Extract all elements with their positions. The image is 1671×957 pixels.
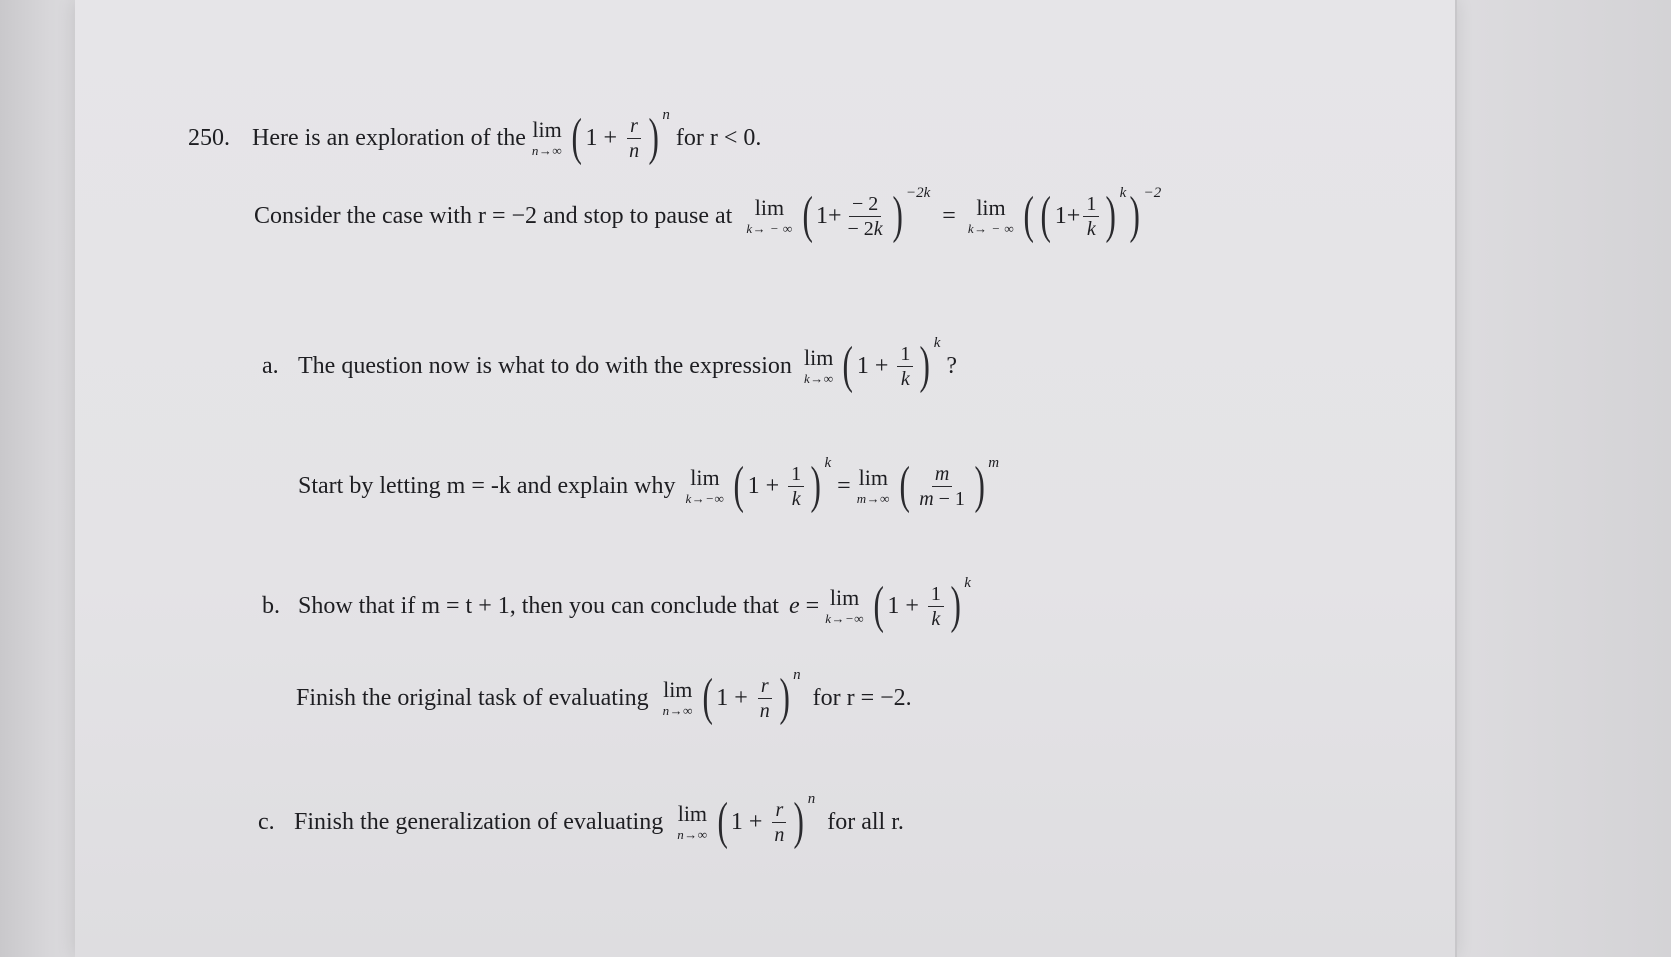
part-a xyxy=(262,335,958,394)
part-c-end: for all r. xyxy=(827,809,904,835)
consider-line: Consider the case with r = −2 and stop to pause at lim k→ − ∞ ( 1+ $\frac{- 2}{- 2k}$ ) −2k = lim k→ − ∞ ( ( 1+ $\frac{1}{k}$ ) k ) −2 xyxy=(254,185,1162,244)
part-a-limit: lim k→∞ ( 1 + $\frac{1}{k}$ ) k xyxy=(803,335,941,394)
part-b-follow-text: Finish the original task of evaluating xyxy=(296,685,649,711)
part-c-label: c. xyxy=(258,809,275,835)
problem-intro: Here is an exploration of the xyxy=(252,125,526,151)
part-b xyxy=(262,575,977,634)
part-b-limit: e = lim k→−∞ ( 1 + $\frac{1}{k}$ ) k xyxy=(788,575,971,634)
part-a-identity: lim k→−∞ ( 1 + $\frac{1}{k}$ ) k = lim m→∞ ( $\frac{m}{m - 1}$ ) m xyxy=(685,455,1000,514)
problem-number: 250. xyxy=(188,125,230,151)
part-c-limit: lim n→∞ ( 1 + $\frac{r}{n}$ ) n xyxy=(677,791,816,850)
problem-header xyxy=(188,107,762,166)
part-b-text: Show that if m = t + 1, then you can conclude that xyxy=(298,593,779,619)
part-c-text: Finish the generalization of evaluating xyxy=(294,809,664,835)
part-b-follow xyxy=(296,667,912,726)
part-a-label: a. xyxy=(262,353,279,379)
limit-expression: lim n→∞ ( 1 + $\frac{r}{n}$ ) n xyxy=(531,107,670,166)
problem-condition: for r < 0. xyxy=(675,125,762,151)
part-a-text: The question now is what to do with the expression xyxy=(298,353,792,379)
part-b-follow-end: for r = −2. xyxy=(812,685,912,711)
part-a-follow-text: Start by letting m = -k and explain why xyxy=(298,473,676,499)
part-a-end: ? xyxy=(946,353,958,379)
part-a-follow xyxy=(298,455,1005,514)
part-b-label: b. xyxy=(262,593,280,619)
consider-text: Consider the case with r = −2 and stop to pause at xyxy=(254,203,733,229)
consider-limit-right: lim k→ − ∞ ( ( 1+ $\frac{1}{k}$ ) k ) −2 xyxy=(967,185,1162,244)
part-c xyxy=(258,791,904,850)
consider-limit-left: lim k→ − ∞ ( 1+ $\frac{- 2}{- 2k}$ ) −2k xyxy=(746,185,931,244)
part-b-follow-limit: lim n→∞ ( 1 + $\frac{r}{n}$ ) n xyxy=(662,667,801,726)
